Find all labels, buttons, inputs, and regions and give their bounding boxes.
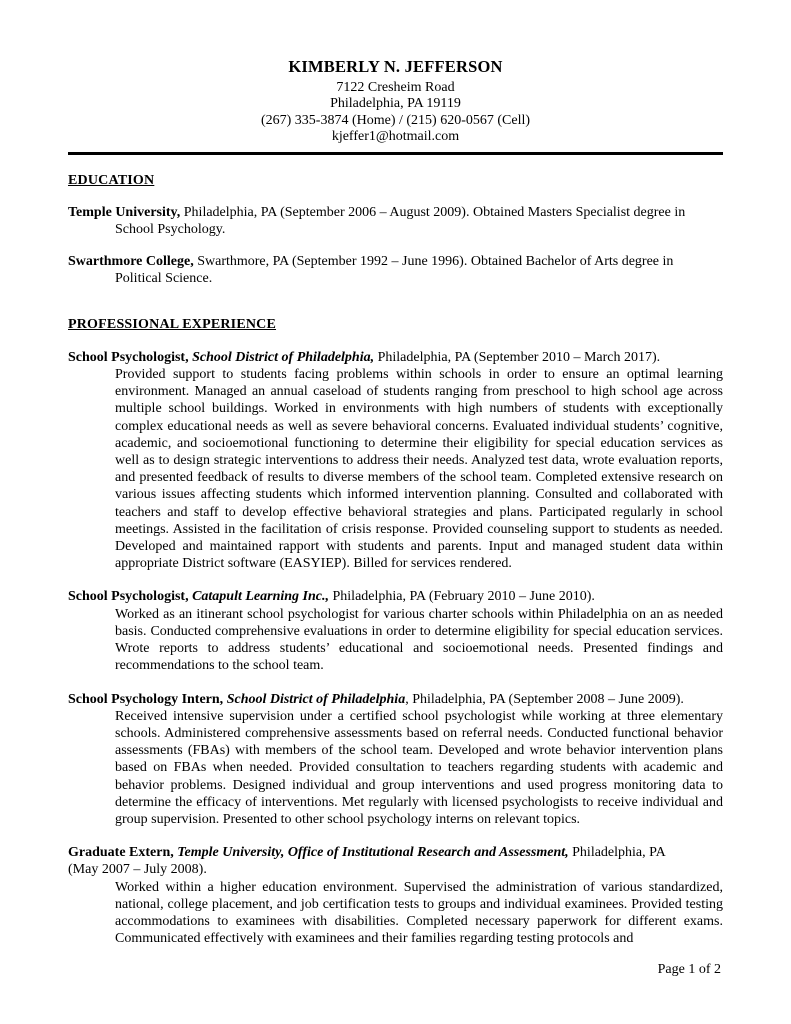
job-entry-graduate-extern (68, 844, 723, 947)
resume-header (68, 56, 723, 146)
job-description: Provided support to students facing problems within schools in order to ensure an optimal learning environment. Managed an annual caseload of students ranging from preschool to high school age across multiple school buildings. Worked in environments with high numbers of students with exceptionally complex educational needs as well as severe behavioral concerns. Evaluated individual students’ cognitive, academic, and socioemotional functioning to determine their eligibility for special education services as well as to design strategic interventions to address their needs. Analyzed test data, wrote evaluation reports, and presented feedback of results to diverse members of the school team. Completed extensive research on various issues affecting students which informed intervention planning. Consulted and collaborated with teachers and staff to develop effective behavioral strategies and plans. Participated regularly in school meetings. Assisted in the facilitation of crisis response. Provided counseling support to students as needed. Developed and maintained rapport with students and parents. Input and managed student data within appropriate District software (EASYIEP). Billed for services rendered. (115, 367, 723, 572)
job-organization: School District of Philadelphia, (192, 349, 378, 365)
experience-heading: PROFESSIONAL EXPERIENCE (68, 316, 277, 332)
education-details: Swarthmore, PA (September 1992 – June 1996). Obtained Bachelor of Arts degree in Political Science. (115, 254, 674, 287)
address-city: Philadelphia, PA 19119 (330, 96, 461, 112)
job-description: Worked as an itinerant school psychologist for various charter schools within Philadelphia on an as needed basis. Conducted comprehensive evaluations in order to determine eligibility for special education services. Wrote reports to address students’ educational and socioemotional needs. Presented findings and recommendations to the school team. (115, 606, 723, 674)
job-description: Worked within a higher education environment. Supervised the administration of various standardized, national, college placement, and job certification tests to groups and individual examinees. Provided testing accommodations to examinees with disabilities. Completed necessary paperwork for different exams. Communicated effectively with examinees and their families regarding testing protocols and (115, 879, 723, 947)
job-entry-school-psychology-intern (68, 691, 723, 829)
page-number: Page 1 of 2 (657, 961, 721, 977)
job-dates-line2: (May 2007 – July 2008). (68, 862, 207, 878)
job-organization: School District of Philadelphia (226, 691, 406, 707)
job-title (68, 349, 723, 366)
education-entry-swarthmore (68, 253, 723, 287)
job-organization: Temple University, Office of Institutional Research and Assessment, (177, 845, 573, 861)
job-location-dates: Philadelphia, PA (February 2010 – June 2010). (332, 589, 595, 605)
job-location-dates: Philadelphia, PA (September 2010 – March 2017). (377, 349, 661, 365)
person-name: KIMBERLY N. JEFFERSON (288, 57, 503, 76)
education-heading: EDUCATION (68, 172, 155, 188)
job-title (68, 844, 723, 878)
education-section (68, 172, 723, 288)
job-title (68, 588, 723, 605)
job-entry-school-psychologist-district (68, 349, 723, 573)
education-details: Philadelphia, PA (September 2006 – August 2009). Obtained Masters Specialist degree in School Psychology. (115, 204, 686, 238)
job-organization: Catapult Learning Inc., (192, 589, 333, 605)
phone-numbers: (267) 335-3874 (Home) / (215) 620-0567 (Cell) (260, 112, 531, 128)
job-entry-school-psychologist-catapult (68, 588, 723, 674)
experience-section (68, 316, 723, 948)
job-role: Graduate Extern, (68, 845, 178, 861)
job-location-dates: , Philadelphia, PA (September 2008 – June 2009). (405, 691, 684, 707)
job-role: School Psychologist, (68, 589, 193, 605)
job-location-dates: Philadelphia, PA (572, 845, 666, 861)
job-role: School Psychologist, (68, 349, 193, 365)
job-description: Received intensive supervision under a certified school psychologist while working at three elementary schools. Administered comprehensive assessments based on referral needs. Conducted functional behavior assessments (FBAs) with members of the school team. Developed and wrote behavior intervention plans based on FBAs when needed. Provided consultation to teachers regarding students with academic and behavior problems. Designed individual and group interventions and used progress monitoring data to determine the efficacy of interventions. Met regularly with licensed psychologists to receive individual and group supervision. Presented to other school psychology interns on relevant topics. (115, 708, 723, 827)
institution-name: Swarthmore College, (68, 254, 198, 270)
education-entry-temple (68, 204, 723, 238)
job-title (68, 691, 723, 708)
header-divider (68, 152, 723, 155)
address-street: 7122 Cresheim Road (336, 80, 455, 95)
email-address: kjeffer1@hotmail.com (331, 129, 460, 145)
job-role: School Psychology Intern, (68, 691, 227, 707)
institution-name: Temple University, (68, 204, 184, 220)
